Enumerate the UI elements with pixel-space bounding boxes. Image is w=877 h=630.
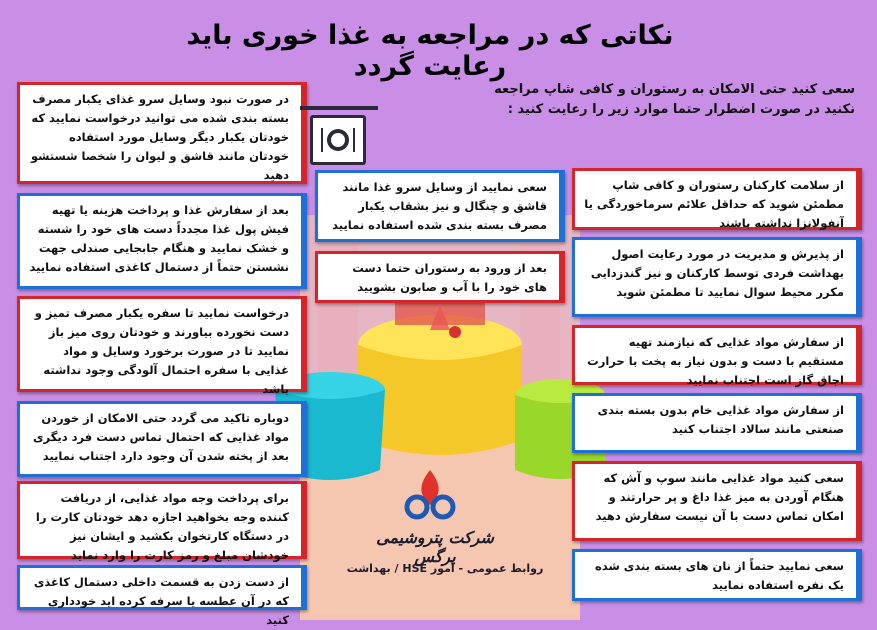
left-tip-5: برای پرداخت وجه مواد غذایی، از دریافت کننده وجه بخواهید اجازه دهد خودتان کارت را در دستگاه کارتخوان بکشید و ایشان نیز خودشان مبلغ و رمز کارت را وارد نماید [17, 481, 307, 559]
company-logo-icon [395, 465, 465, 525]
footer-department: روابط عمومی - امور HSE / بهداشت [346, 562, 544, 575]
page-title: نکاتی که در مراجعه به غذا خوری باید رعایت گردد [186, 20, 674, 82]
center-tip-2: بعد از ورود به رستوران حتما دست های خود را با آب و صابون بشویید [315, 251, 565, 303]
right-tip-2: از پذیرش و مدیریت در مورد رعایت اصول بهداشت فردی توسط کارکنان و نیز گندزدایی مکرر محیط سوال نمایید تا مطمئن شوید [572, 237, 862, 317]
right-tip-5: سعی کنید مواد غذایی مانند سوپ و آش که هنگام آوردن به میز غذا داغ و پر حرارتند و امکان تماس دست با آن نیست سفارش دهید [572, 461, 862, 541]
left-tip-6: از دست زدن به قسمت داخلی دستمال کاغذی که در آن عطسه یا سرفه کرده اید خودداری کنید [17, 565, 307, 610]
intro-text [470, 80, 855, 120]
plate-cutlery-icon [313, 118, 363, 162]
right-tip-3: از سفارش مواد غذایی که نیازمند تهیه مستقیم با دست و بدون نیاز به پخت با حرارت اجاق گاز است اجتناب نمایید [572, 325, 862, 385]
left-tip-4: دوباره تاکید می گردد حتی الامکان از خوردن مواد غذایی که احتمال تماس دست فرد دیگری بعد از پخته شدن آن وجود دارد اجتناب نمایید [17, 401, 307, 477]
right-tip-6: سعی نمایید حتماً از نان های بسته بندی شده یک نفره استفاده نمایید [572, 549, 862, 601]
right-tip-4: از سفارش مواد غذایی خام بدون بسته بندی صنعتی مانند سالاد اجتناب کنید [572, 393, 862, 453]
left-tip-1: در صورت نبود وسایل سرو غذای یکبار مصرف بسته بندی شده می توانید درخواست نمایید که خودتان یکبار دیگر وسایل مورد استفاده خودتان مانند قاشق و لیوان را شخصا شستشو دهید [17, 82, 307, 184]
right-tip-1: از سلامت کارکنان رستوران و کافی شاپ مطمئن شوید که حداقل علائم سرماخوردگی یا آنفولانزا نداشته باشند [572, 168, 862, 230]
sign-hanger [300, 106, 378, 110]
center-tip-1: سعی نمایید از وسایل سرو غذا مانند قاشق و چنگال و نیز بشقاب یکبار مصرف بسته بندی شده استفاده نمایید [315, 170, 565, 242]
intro-line-1: سعی کنید حتی الامکان به رستوران و کافی شاپ مراجعه [494, 82, 855, 97]
left-tip-3: درخواست نمایید تا سفره یکبار مصرف تمیز و دست نخورده بیاورند و خودتان روی میز باز نمایید تا در صورت برخورد وسایل و مواد غذایی با سفره احتمال آلودگی وجود نداشته باشد [17, 296, 307, 392]
left-tip-2: بعد از سفارش غذا و پرداخت هزینه یا تهیه فیش پول غذا مجدداً دست های خود را شسته و خشک نمایید و هنگام جابجایی صندلی جهت نشستن حتماً از دستمال کاغذی استفاده نمایید [17, 193, 307, 289]
restaurant-sign [310, 115, 366, 165]
company-name: شرکت پتروشیمی پرگس [376, 528, 494, 566]
intro-line-2: نکنید در صورت اضطرار حتما موارد زیر را رعایت کنید : [507, 102, 855, 117]
